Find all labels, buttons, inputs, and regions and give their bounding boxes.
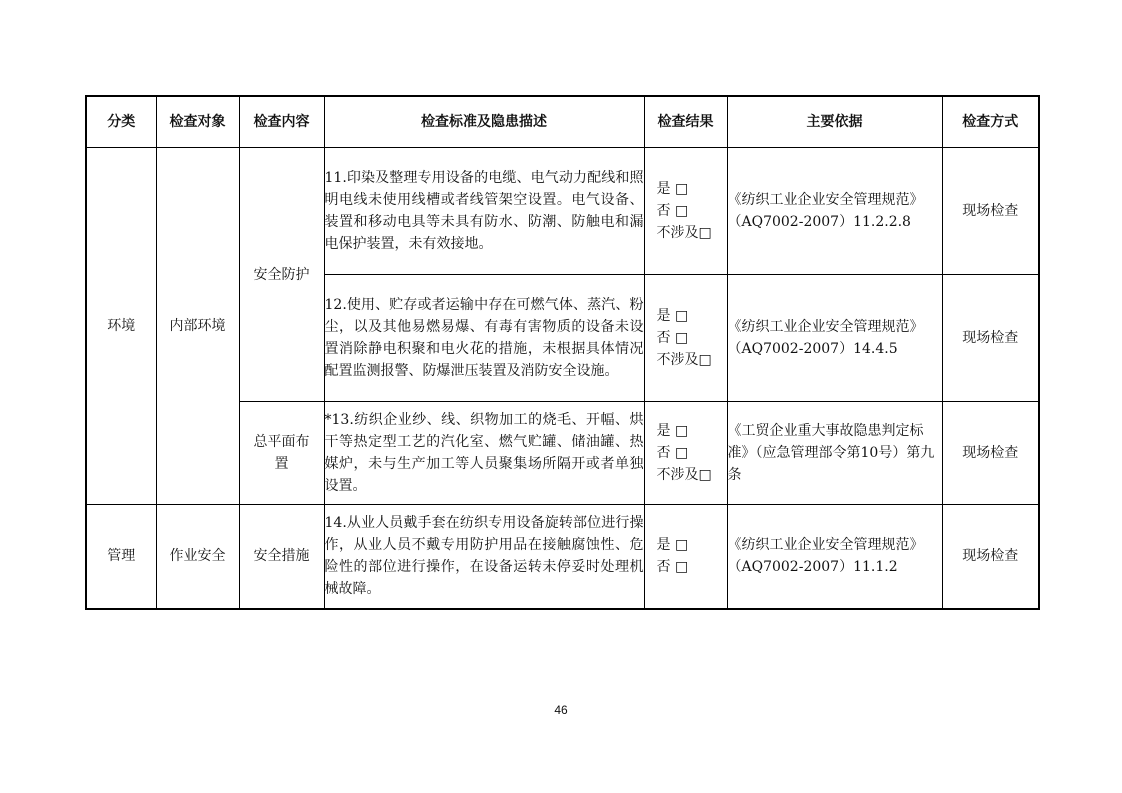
standard-cell: 11.印染及整理专用设备的电缆、电气动力配线和照明电线未使用线槽或者线管架空设置。电气设备、装置和移动电具等未具有防水、防潮、防触电和漏电保护装置，未有效接地。 bbox=[324, 148, 644, 275]
header-category: 分类 bbox=[86, 96, 156, 148]
basis-cell: 《纺织工业企业安全管理规范》（AQ7002-2007）11.1.2 bbox=[727, 505, 942, 609]
standard-cell: 12.使用、贮存或者运输中存在可燃气体、蒸汽、粉尘，以及其他易燃易爆、有毒有害物质的设备未设置消除静电积聚和电火花的措施，未根据具体情况配置监测报警、防爆泄压装置及消防安全设施。 bbox=[324, 275, 644, 402]
result-yes-checkbox[interactable]: 是 □ bbox=[656, 308, 689, 324]
result-yes-checkbox[interactable]: 是 □ bbox=[656, 181, 689, 197]
header-object: 检查对象 bbox=[156, 96, 239, 148]
header-result: 检查结果 bbox=[644, 96, 727, 148]
header-row bbox=[86, 96, 1039, 148]
page-number: 46 bbox=[554, 703, 568, 717]
category-cell: 管理 bbox=[86, 505, 156, 609]
result-no-checkbox[interactable]: 否 □ bbox=[656, 330, 689, 346]
header-method: 检查方式 bbox=[942, 96, 1039, 148]
content-cell: 总平面布置 bbox=[239, 402, 324, 505]
result-cell bbox=[644, 275, 727, 402]
header-standard: 检查标准及隐患描述 bbox=[324, 96, 644, 148]
object-cell: 作业安全 bbox=[156, 505, 239, 609]
result-cell bbox=[644, 505, 727, 609]
table-row bbox=[86, 148, 1039, 275]
standard-cell: 14.从业人员戴手套在纺织专用设备旋转部位进行操作，从业人员不戴专用防护用品在接触腐蚀性、危险性的部位进行操作，在设备运转未停妥时处理机械故障。 bbox=[324, 505, 644, 609]
result-yes-checkbox[interactable]: 是 □ bbox=[656, 423, 689, 439]
object-cell: 内部环境 bbox=[156, 148, 239, 505]
basis-cell: 《纺织工业企业安全管理规范》（AQ7002-2007）11.2.2.8 bbox=[727, 148, 942, 275]
basis-cell: 《纺织工业企业安全管理规范》（AQ7002-2007）14.4.5 bbox=[727, 275, 942, 402]
result-no-checkbox[interactable]: 否 □ bbox=[656, 559, 689, 576]
result-cell bbox=[644, 148, 727, 275]
method-cell: 现场检查 bbox=[942, 148, 1039, 275]
standard-cell: *13.纺织企业纱、线、织物加工的烧毛、开幅、烘干等热定型工艺的汽化室、燃气贮罐、储油罐、热媒炉，未与生产加工等人员聚集场所隔开或者单独设置。 bbox=[324, 402, 644, 505]
result-cell bbox=[644, 402, 727, 505]
result-na-checkbox[interactable]: 不涉及□ bbox=[656, 352, 712, 368]
result-no-checkbox[interactable]: 否 □ bbox=[656, 203, 689, 219]
result-na-checkbox[interactable]: 不涉及□ bbox=[656, 467, 712, 483]
method-cell: 现场检查 bbox=[942, 402, 1039, 505]
content-cell: 安全措施 bbox=[239, 505, 324, 609]
result-na-checkbox[interactable]: 不涉及□ bbox=[656, 225, 712, 241]
method-cell: 现场检查 bbox=[942, 275, 1039, 402]
content-cell: 安全防护 bbox=[239, 148, 324, 402]
result-no-checkbox[interactable]: 否 □ bbox=[656, 445, 689, 461]
result-yes-checkbox[interactable]: 是 □ bbox=[656, 537, 689, 554]
basis-cell: 《工贸企业重大事故隐患判定标准》（应急管理部令第10号）第九条 bbox=[727, 402, 942, 505]
header-basis: 主要依据 bbox=[727, 96, 942, 148]
method-cell: 现场检查 bbox=[942, 505, 1039, 609]
header-content: 检查内容 bbox=[239, 96, 324, 148]
inspection-table bbox=[85, 95, 1040, 610]
table-row bbox=[86, 505, 1039, 609]
category-cell: 环境 bbox=[86, 148, 156, 505]
